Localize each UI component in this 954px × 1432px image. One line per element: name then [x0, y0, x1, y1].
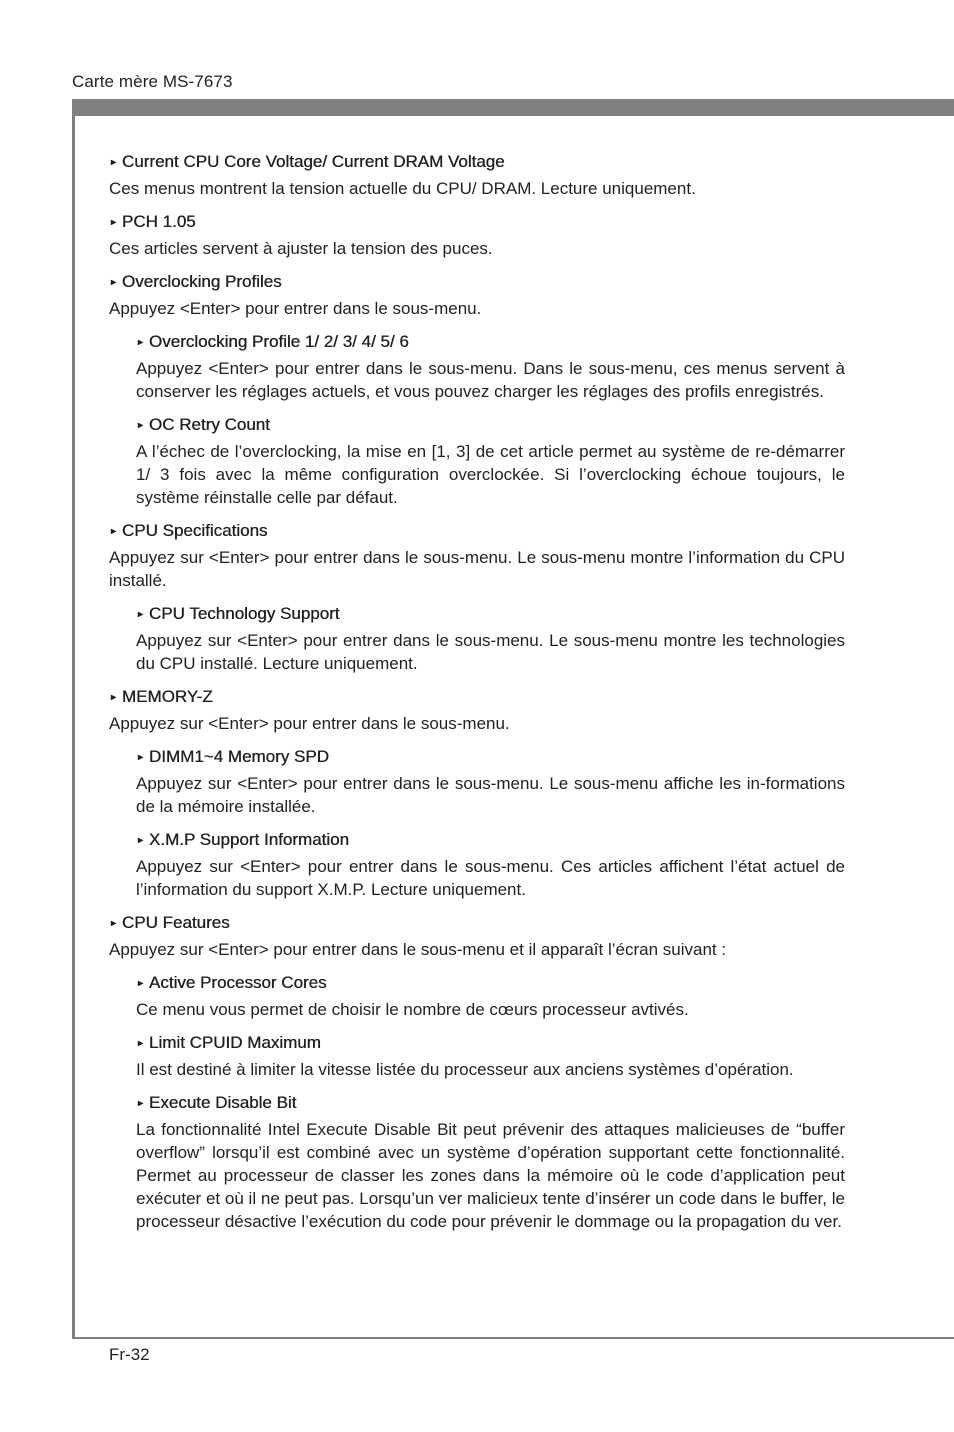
item-title: Overclocking Profiles: [121, 272, 282, 291]
item-description: A l’échec de l’overclocking, la mise en [1, 3] de cet article permet au système de re-démarrer 1/ 3 fois avec la même configuration overclockée. Si l’overclocking échoue toujours, le système réinstalle celle par défaut.: [136, 442, 845, 507]
item-title: MEMORY-Z: [121, 687, 213, 706]
item-memory-z: [109, 686, 845, 735]
item-description: La fonctionnalité Intel Execute Disable Bit peut prévenir des attaques malicieuses de “buffer overflow” lorsqu’il est combiné avec un système d’opération supportant cette fonctionnalité. Permet au processeur de classer les zones dans la mémoire où le code d’application peut exécuter et où il ne peut pas. Lorsqu’un ver malicieux tente d’insérer un code dans le buffer, le processeur désactive l’exécution du code pour prévenir le dommage ou la propagation du ver.: [136, 1120, 845, 1231]
item-description: Appuyez sur <Enter> pour entrer dans le sous-menu. Le sous-menu montre les technologies du CPU installé. Lecture uniquement.: [136, 631, 845, 673]
item-description: Appuyez sur <Enter> pour entrer dans le sous-menu. Ces articles affichent l’état actuel de l’information du support X.M.P. Lecture uniquement.: [136, 857, 845, 899]
item-execute-disable-bit: [136, 1092, 845, 1233]
item-description: Appuyez sur <Enter> pour entrer dans le sous-menu. Le sous-menu affiche les in-formations de la mémoire installée.: [136, 774, 845, 816]
item-description: Appuyez sur <Enter> pour entrer dans le sous-menu et il apparaît l’écran suivant :: [109, 940, 727, 959]
item-title: X.M.P Support Information: [148, 830, 349, 849]
item-oc-retry-count: [136, 414, 845, 509]
triangle-right-icon: ►: [136, 420, 145, 430]
item-title: CPU Features: [121, 913, 230, 932]
triangle-right-icon: ►: [109, 526, 118, 536]
triangle-right-icon: ►: [109, 217, 118, 227]
item-description: Ces menus montrent la tension actuelle du CPU/ DRAM. Lecture uniquement.: [109, 179, 696, 198]
triangle-right-icon: ►: [136, 1038, 145, 1048]
item-overclocking-profiles: [109, 271, 845, 320]
triangle-right-icon: ►: [136, 1098, 145, 1108]
page-header-title: Carte mère MS-7673: [72, 72, 233, 91]
item-description: Appuyez sur <Enter> pour entrer dans le sous-menu.: [109, 714, 510, 733]
item-title: Active Processor Cores: [148, 973, 327, 992]
item-title: CPU Specifications: [121, 521, 268, 540]
triangle-right-icon: ►: [109, 918, 118, 928]
bios-items-list: [109, 151, 845, 1244]
item-dimm-memory-spd: [136, 746, 845, 818]
item-current-cpu-core-voltage: [109, 151, 845, 200]
item-description: Ces articles servent à ajuster la tension des puces.: [109, 239, 493, 258]
item-title: Limit CPUID Maximum: [148, 1033, 321, 1052]
triangle-right-icon: ►: [136, 609, 145, 619]
item-description: Il est destiné à limiter la vitesse listée du processeur aux anciens systèmes d’opération.: [136, 1060, 794, 1079]
left-margin-rule: [72, 99, 75, 1339]
triangle-right-icon: ►: [136, 978, 145, 988]
header-bar: [72, 99, 954, 116]
item-title: Current CPU Core Voltage/ Current DRAM Voltage: [121, 152, 505, 171]
item-description: Appuyez <Enter> pour entrer dans le sous-menu. Dans le sous-menu, ces menus servent à conserver les réglages actuels, et vous pouvez charger les réglages des profils enregistrés.: [136, 359, 845, 401]
item-description: Appuyez sur <Enter> pour entrer dans le sous-menu. Le sous-menu montre l’information du CPU installé.: [109, 548, 845, 590]
item-title: Execute Disable Bit: [148, 1093, 297, 1112]
item-title: Overclocking Profile 1/ 2/ 3/ 4/ 5/ 6: [148, 332, 409, 351]
triangle-right-icon: ►: [109, 157, 118, 167]
item-active-processor-cores: [136, 972, 845, 1021]
triangle-right-icon: ►: [136, 835, 145, 845]
item-title: OC Retry Count: [148, 415, 270, 434]
item-cpu-features: [109, 912, 845, 961]
triangle-right-icon: ►: [136, 752, 145, 762]
item-cpu-technology-support: [136, 603, 845, 675]
triangle-right-icon: ►: [109, 692, 118, 702]
triangle-right-icon: ►: [136, 337, 145, 347]
item-cpu-specifications: [109, 520, 845, 592]
item-xmp-support-information: [136, 829, 845, 901]
triangle-right-icon: ►: [109, 277, 118, 287]
bottom-rule: [72, 1337, 954, 1339]
item-overclocking-profile-1-6: [136, 331, 845, 403]
item-limit-cpuid-maximum: [136, 1032, 845, 1081]
item-description: Ce menu vous permet de choisir le nombre de cœurs processeur avtivés.: [136, 1000, 689, 1019]
item-description: Appuyez <Enter> pour entrer dans le sous-menu.: [109, 299, 482, 318]
item-title: PCH 1.05: [121, 212, 196, 231]
item-title: DIMM1~4 Memory SPD: [148, 747, 329, 766]
page-number: Fr-32: [109, 1345, 150, 1364]
item-title: CPU Technology Support: [148, 604, 340, 623]
item-pch-1-05: [109, 211, 845, 260]
